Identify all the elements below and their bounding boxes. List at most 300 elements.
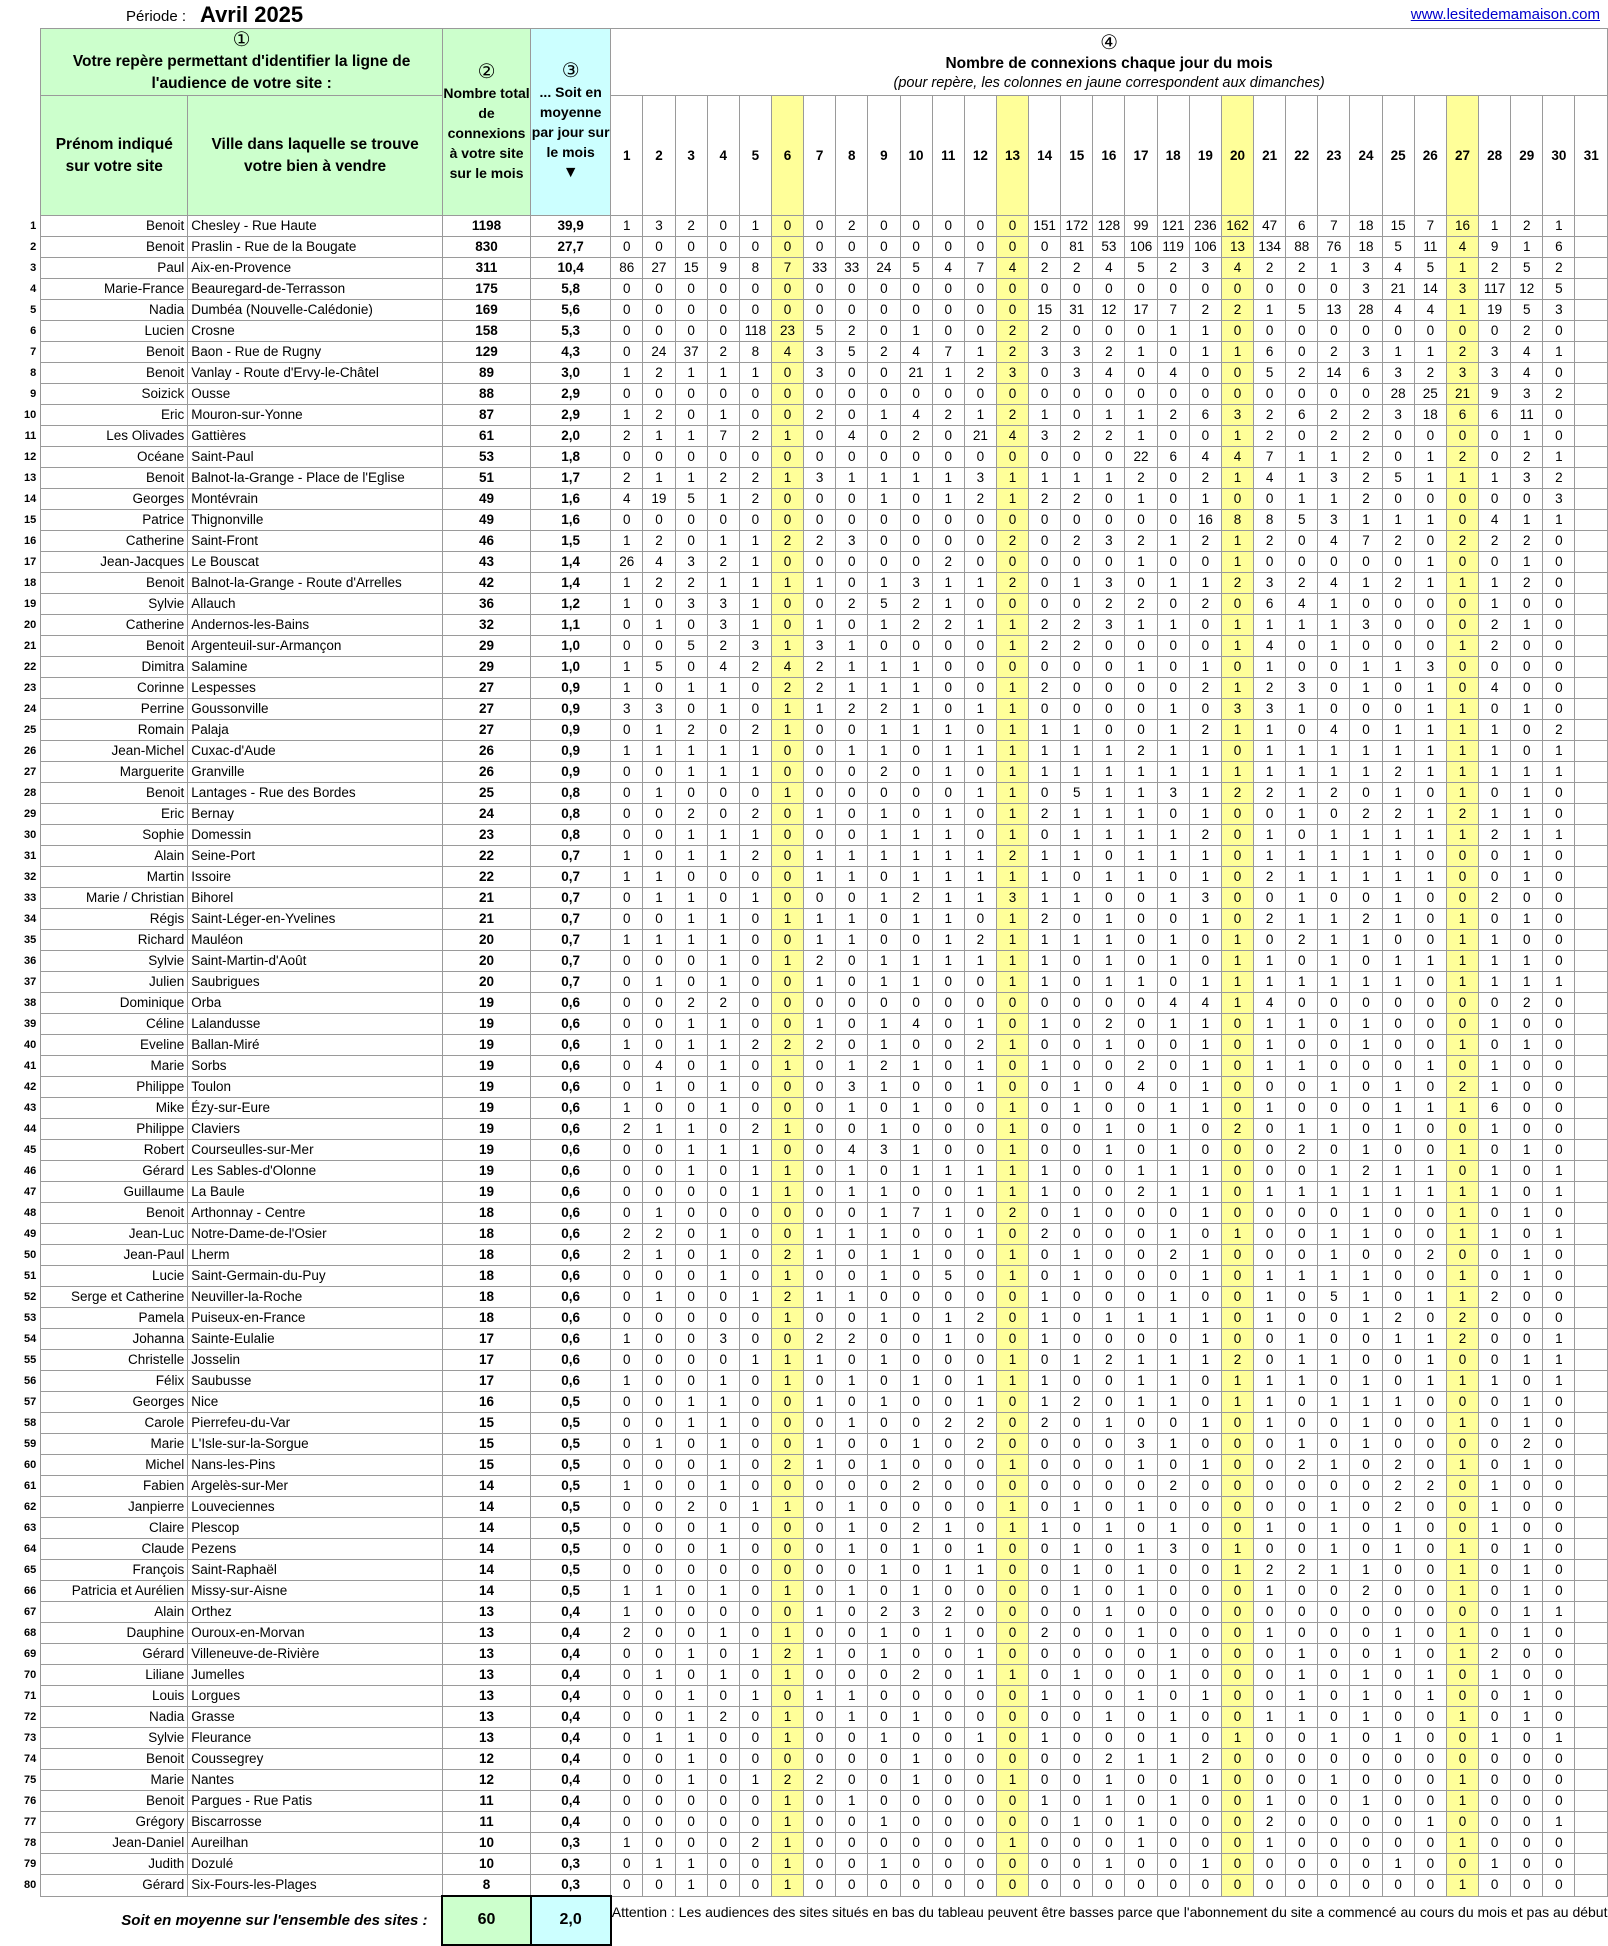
row-number: 23 [24, 682, 37, 694]
day-value: 0 [868, 216, 900, 237]
row-number: 21 [24, 640, 37, 652]
table-row [24, 1014, 1608, 1035]
day-value: 1 [707, 1014, 739, 1035]
day-value: 1 [1318, 1119, 1350, 1140]
day-value: 5 [1125, 258, 1157, 279]
city-name: Notre-Dame-de-l'Osier [188, 1224, 443, 1245]
day-value: 1 [1029, 1392, 1061, 1413]
day-header-17: 17 [1125, 96, 1157, 216]
city-name: Plescop [188, 1518, 443, 1539]
day-value: 1 [1093, 1518, 1125, 1539]
day-value [1575, 1119, 1608, 1140]
day-value: 2 [836, 216, 868, 237]
day-value: 1 [1350, 1035, 1382, 1056]
day-value: 1 [932, 363, 964, 384]
monthly-total: 311 [442, 258, 530, 279]
day-value: 1 [1479, 1077, 1511, 1098]
day-value: 0 [900, 384, 932, 405]
row-number: 55 [24, 1354, 37, 1366]
day-value: 0 [643, 678, 675, 699]
day-value: 1 [739, 888, 771, 909]
day-value: 2 [771, 1455, 803, 1476]
first-name: Pamela [41, 1308, 188, 1329]
day-value: 1 [836, 741, 868, 762]
day-value: 2 [1254, 783, 1286, 804]
day-value: 0 [1189, 1518, 1221, 1539]
day-value: 1 [868, 951, 900, 972]
day-value: 1 [1125, 615, 1157, 636]
day-value: 2 [1029, 804, 1061, 825]
day-value: 1 [900, 699, 932, 720]
day-header-19: 19 [1189, 96, 1221, 216]
day-value: 0 [771, 993, 803, 1014]
day-value: 0 [675, 783, 707, 804]
row-number: 28 [24, 787, 37, 799]
day-value: 0 [836, 1728, 868, 1749]
table-row [24, 552, 1608, 573]
daily-average: 0,5 [531, 1518, 611, 1539]
day-value: 0 [1254, 1497, 1286, 1518]
day-value: 118 [739, 321, 771, 342]
day-value: 0 [1479, 1791, 1511, 1812]
first-name: Lucien [41, 321, 188, 342]
day-value: 2 [1254, 909, 1286, 930]
day-value: 0 [996, 1224, 1028, 1245]
day-value: 0 [900, 1329, 932, 1350]
day-value: 1 [996, 1161, 1028, 1182]
day-value: 2 [739, 1833, 771, 1854]
day-value: 2 [771, 1035, 803, 1056]
day-value: 2 [611, 426, 643, 447]
day-value: 4 [1318, 720, 1350, 741]
first-name: Philippe [41, 1077, 188, 1098]
day-value: 0 [1221, 825, 1253, 846]
day-value: 1 [1125, 1812, 1157, 1833]
day-value: 1 [868, 1812, 900, 1833]
day-value: 0 [1479, 1308, 1511, 1329]
sort-arrow-icon[interactable]: ▼ [562, 164, 579, 181]
city-name: Cuxac-d'Aude [188, 741, 443, 762]
city-name: Saint-Martin-d'Août [188, 951, 443, 972]
day-value: 0 [964, 1266, 996, 1287]
day-value: 1 [643, 783, 675, 804]
city-name: Balnot-la-Grange - Route d'Arrelles [188, 573, 443, 594]
day-value: 1 [1479, 1056, 1511, 1077]
day-value: 0 [1157, 426, 1189, 447]
day-value: 4 [1286, 594, 1318, 615]
day-value: 1 [1543, 1350, 1575, 1371]
day-value: 0 [964, 825, 996, 846]
day-value: 1 [836, 1098, 868, 1119]
day-value: 1 [932, 930, 964, 951]
day-value: 0 [996, 447, 1028, 468]
day-value: 1 [675, 930, 707, 951]
day-value: 1 [1125, 1497, 1157, 1518]
day-value: 0 [1318, 1686, 1350, 1707]
day-value: 0 [836, 1245, 868, 1266]
day-value: 1 [868, 1623, 900, 1644]
day-value: 1 [611, 531, 643, 552]
day-value: 0 [739, 867, 771, 888]
city-name: Courseulles-sur-Mer [188, 1140, 443, 1161]
daily-average: 0,6 [531, 1098, 611, 1119]
day-value: 1 [739, 552, 771, 573]
day-value: 0 [1414, 1644, 1446, 1665]
day-value: 0 [771, 1539, 803, 1560]
day-value: 1 [1479, 762, 1511, 783]
day-value [1575, 867, 1608, 888]
first-name: Alain [41, 846, 188, 867]
day-value: 0 [996, 1875, 1028, 1897]
day-value: 3 [643, 699, 675, 720]
row-number: 19 [24, 598, 37, 610]
day-value: 6 [1446, 405, 1478, 426]
day-value: 0 [1350, 720, 1382, 741]
day-value: 0 [836, 762, 868, 783]
day-value: 0 [771, 279, 803, 300]
day-value: 0 [675, 1245, 707, 1266]
day-value: 0 [1254, 1329, 1286, 1350]
day-value: 0 [1543, 1644, 1575, 1665]
day-value: 1 [1543, 216, 1575, 237]
row-number: 3 [30, 262, 37, 274]
day-value: 0 [1189, 1287, 1221, 1308]
row-number: 12 [24, 451, 37, 463]
row-number: 26 [24, 745, 37, 757]
day-value: 1 [1511, 1245, 1543, 1266]
day-value: 1 [1029, 1161, 1061, 1182]
day-value: 0 [836, 447, 868, 468]
day-value: 1 [964, 1728, 996, 1749]
day-value: 1 [996, 804, 1028, 825]
day-value: 0 [932, 1140, 964, 1161]
day-value: 1 [1543, 1812, 1575, 1833]
row-number: 10 [24, 409, 37, 421]
day-value: 0 [836, 1434, 868, 1455]
day-value: 1 [707, 909, 739, 930]
daily-average: 0,5 [531, 1497, 611, 1518]
day-value: 2 [1286, 1455, 1318, 1476]
day-value: 1 [1511, 1203, 1543, 1224]
day-value: 1 [1446, 1266, 1478, 1287]
day-value: 2 [739, 804, 771, 825]
day-value: 0 [1382, 1770, 1414, 1791]
day-value: 1 [964, 1665, 996, 1686]
day-value: 4 [1254, 468, 1286, 489]
first-name: Eric [41, 405, 188, 426]
day-value: 0 [675, 237, 707, 258]
day-value: 5 [1061, 783, 1093, 804]
row-number: 13 [24, 472, 37, 484]
day-value: 1 [836, 846, 868, 867]
day-value: 1 [1029, 1308, 1061, 1329]
day-value: 1 [868, 1644, 900, 1665]
day-value: 1 [964, 1392, 996, 1413]
day-value: 0 [996, 1014, 1028, 1035]
first-name: Dauphine [41, 1623, 188, 1644]
day-value: 1 [900, 1371, 932, 1392]
day-value: 1 [1350, 1707, 1382, 1728]
day-value: 4 [932, 258, 964, 279]
day-value: 0 [675, 531, 707, 552]
day-value: 0 [1125, 1476, 1157, 1497]
day-value: 31 [1061, 300, 1093, 321]
day-value: 1 [1254, 1707, 1286, 1728]
day-value: 0 [932, 1707, 964, 1728]
day-value: 0 [611, 1203, 643, 1224]
day-value: 1 [1286, 1014, 1318, 1035]
day-value: 3 [1511, 384, 1543, 405]
day-value: 0 [1414, 1203, 1446, 1224]
day-value: 0 [1286, 1203, 1318, 1224]
day-value: 0 [1221, 1413, 1253, 1434]
day-value: 128 [1093, 216, 1125, 237]
day-value: 0 [1254, 1119, 1286, 1140]
daily-average: 0,6 [531, 1287, 611, 1308]
day-value: 1 [1350, 678, 1382, 699]
first-name: Félix [41, 1371, 188, 1392]
day-value: 0 [804, 1623, 836, 1644]
day-value: 0 [675, 1308, 707, 1329]
day-value: 1 [1189, 657, 1221, 678]
monthly-total: 19 [442, 1056, 530, 1077]
day-value: 4 [836, 426, 868, 447]
day-value: 0 [836, 1476, 868, 1497]
day-value: 0 [1221, 1203, 1253, 1224]
day-value: 0 [611, 1875, 643, 1897]
day-value: 0 [996, 1392, 1028, 1413]
day-value: 1 [1479, 804, 1511, 825]
day-value: 2 [1479, 1287, 1511, 1308]
day-value: 0 [1221, 1644, 1253, 1665]
day-value: 0 [932, 447, 964, 468]
day-value: 0 [1382, 1371, 1414, 1392]
first-name: Les Olivades [41, 426, 188, 447]
day-value: 0 [1157, 972, 1189, 993]
day-value: 0 [932, 1392, 964, 1413]
daily-average: 0,4 [531, 1791, 611, 1812]
monthly-total: 29 [442, 657, 530, 678]
day-value: 1 [643, 1665, 675, 1686]
day-value: 0 [1479, 1266, 1511, 1287]
first-name: Martin [41, 867, 188, 888]
day-value [1575, 1434, 1608, 1455]
day-value: 1 [1479, 1014, 1511, 1035]
table-row [24, 405, 1608, 426]
city-name: Neuviller-la-Roche [188, 1287, 443, 1308]
day-value: 0 [964, 804, 996, 825]
day-value: 0 [964, 1602, 996, 1623]
city-name: Argenteuil-sur-Armançon [188, 636, 443, 657]
day-value: 16 [1189, 510, 1221, 531]
day-value: 0 [739, 930, 771, 951]
day-value: 0 [1446, 594, 1478, 615]
day-value [1575, 1518, 1608, 1539]
day-value: 0 [964, 1686, 996, 1707]
day-value: 2 [739, 657, 771, 678]
city-name: L'Isle-sur-la-Sorgue [188, 1434, 443, 1455]
day-value: 0 [932, 1581, 964, 1602]
table-row [24, 741, 1608, 762]
day-value: 0 [1446, 1245, 1478, 1266]
day-header-31: 31 [1575, 96, 1608, 216]
day-value: 0 [675, 321, 707, 342]
day-value: 11 [1414, 237, 1446, 258]
day-value: 0 [771, 552, 803, 573]
day-value: 0 [739, 1749, 771, 1770]
day-value: 0 [611, 825, 643, 846]
day-value: 1 [707, 1581, 739, 1602]
day-value: 2 [804, 1770, 836, 1791]
day-value: 0 [1157, 1623, 1189, 1644]
day-header-6: 6 [771, 96, 803, 216]
day-value: 0 [1414, 1434, 1446, 1455]
day-value [1575, 888, 1608, 909]
day-value: 1 [900, 846, 932, 867]
city-name: Salamine [188, 657, 443, 678]
day-value: 0 [611, 615, 643, 636]
table-row [24, 489, 1608, 510]
day-value: 3 [1479, 363, 1511, 384]
day-value: 1 [1318, 1224, 1350, 1245]
day-value: 0 [932, 636, 964, 657]
table-row [24, 1833, 1608, 1854]
day-value: 0 [1511, 930, 1543, 951]
day-value: 1 [1157, 846, 1189, 867]
day-value: 0 [771, 804, 803, 825]
day-value: 1 [1029, 468, 1061, 489]
day-value: 1 [611, 1833, 643, 1854]
day-value: 1 [1157, 1371, 1189, 1392]
first-name: François [41, 1560, 188, 1581]
day-value: 1 [1414, 825, 1446, 846]
daily-average: 0,9 [531, 741, 611, 762]
day-value: 2 [900, 594, 932, 615]
day-value: 0 [1061, 405, 1093, 426]
day-value: 0 [771, 1434, 803, 1455]
day-value: 1 [1446, 1539, 1478, 1560]
day-value: 6 [1286, 405, 1318, 426]
day-value: 0 [1093, 1434, 1125, 1455]
day-value: 7 [1350, 531, 1382, 552]
day-value: 0 [675, 1266, 707, 1287]
day-value: 1 [643, 1119, 675, 1140]
day-value: 2 [1446, 447, 1478, 468]
day-value: 0 [739, 951, 771, 972]
day-value: 1 [1254, 741, 1286, 762]
day-value: 0 [1254, 930, 1286, 951]
day-value: 15 [1029, 300, 1061, 321]
row-number: 20 [24, 619, 37, 631]
day-value: 0 [996, 279, 1028, 300]
day-value: 0 [1125, 951, 1157, 972]
day-value: 1 [739, 1161, 771, 1182]
day-value: 0 [1221, 489, 1253, 510]
day-value: 0 [836, 384, 868, 405]
site-link[interactable]: www.lesitedemamaison.com [1410, 6, 1600, 23]
day-value: 2 [1446, 1308, 1478, 1329]
day-value: 0 [868, 1539, 900, 1560]
day-value: 0 [1479, 1203, 1511, 1224]
day-value: 1 [1029, 1518, 1061, 1539]
first-name: Océane [41, 447, 188, 468]
day-value: 0 [771, 1203, 803, 1224]
day-value: 1 [1382, 1161, 1414, 1182]
first-name: Lucie [41, 1266, 188, 1287]
day-value: 0 [836, 1392, 868, 1413]
day-value: 3 [1189, 258, 1221, 279]
day-value: 1 [1093, 1308, 1125, 1329]
day-value: 0 [1479, 867, 1511, 888]
day-value: 0 [1061, 279, 1093, 300]
day-value: 2 [964, 930, 996, 951]
day-value: 1 [1382, 342, 1414, 363]
day-value: 0 [1125, 510, 1157, 531]
day-value: 0 [739, 1539, 771, 1560]
day-value: 2 [1446, 1077, 1478, 1098]
day-value: 1 [900, 951, 932, 972]
day-value: 0 [1511, 1770, 1543, 1791]
day-value: 0 [1189, 426, 1221, 447]
day-value: 1 [739, 825, 771, 846]
day-value: 0 [1543, 1854, 1575, 1875]
day-value: 0 [1318, 993, 1350, 1014]
day-value: 0 [932, 678, 964, 699]
day-value [1575, 1497, 1608, 1518]
day-value [1575, 1308, 1608, 1329]
day-value: 1 [739, 1182, 771, 1203]
day-value: 0 [1125, 363, 1157, 384]
city-name: Beauregard-de-Terrasson [188, 279, 443, 300]
day-value: 0 [1286, 1308, 1318, 1329]
table-row [24, 1623, 1608, 1644]
day-value: 1 [643, 972, 675, 993]
day-value: 2 [1511, 993, 1543, 1014]
table-row [24, 1413, 1608, 1434]
day-value: 22 [1125, 447, 1157, 468]
day-value: 1 [900, 867, 932, 888]
day-value: 1 [1446, 825, 1478, 846]
day-value: 1 [1189, 1770, 1221, 1791]
day-value: 1 [1286, 909, 1318, 930]
day-value: 5 [1382, 237, 1414, 258]
day-value: 0 [1414, 426, 1446, 447]
day-value: 0 [1029, 1245, 1061, 1266]
day-value: 0 [1446, 489, 1478, 510]
day-value: 0 [1157, 1560, 1189, 1581]
day-value: 0 [1446, 1350, 1478, 1371]
city-name: Six-Fours-les-Plages [188, 1875, 443, 1897]
day-value: 1 [1382, 1539, 1414, 1560]
day-value: 0 [1221, 867, 1253, 888]
day-value: 0 [1061, 1371, 1093, 1392]
day-value: 1 [900, 825, 932, 846]
day-value: 0 [1318, 279, 1350, 300]
day-value: 1 [964, 615, 996, 636]
day-value [1575, 279, 1608, 300]
day-value: 1 [739, 216, 771, 237]
day-value: 0 [771, 1476, 803, 1497]
day-value: 0 [1189, 930, 1221, 951]
day-value: 1 [1511, 762, 1543, 783]
first-name: Catherine [41, 531, 188, 552]
day-value: 0 [836, 300, 868, 321]
day-value: 0 [643, 1014, 675, 1035]
day-value: 0 [611, 1644, 643, 1665]
day-value: 1 [900, 1707, 932, 1728]
row-number: 61 [24, 1480, 37, 1492]
day-value: 1 [1382, 741, 1414, 762]
